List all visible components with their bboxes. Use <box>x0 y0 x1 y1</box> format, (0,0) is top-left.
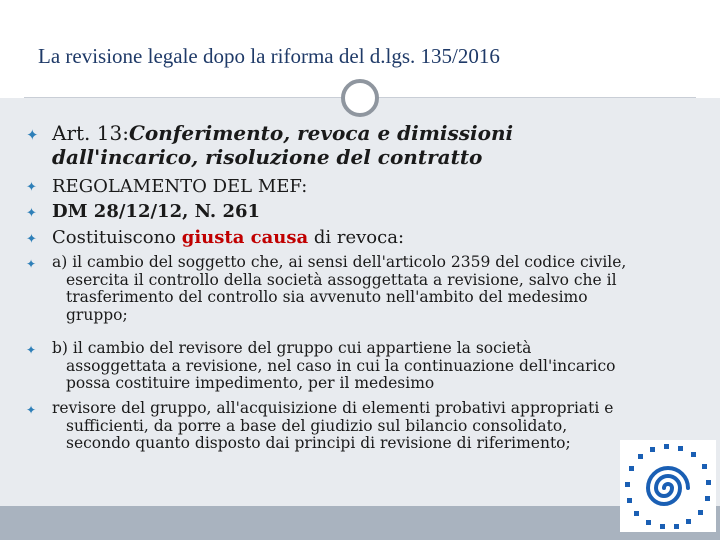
bullet-icon: ✦ <box>26 180 37 195</box>
bullet-dm: DM 28/12/12, N. 261 <box>52 201 261 222</box>
bullet-icon: ✦ <box>26 126 39 144</box>
bullet-b-line: assoggettata a revisione, nel caso in cui la continuazione dell'incarico <box>66 356 616 375</box>
bullet-icon: ✦ <box>26 403 37 417</box>
spiral-logo-icon <box>620 440 716 532</box>
bullet-revisore-line: revisore del gruppo, all'acquisizione di elementi probativi appropriati e <box>52 399 614 417</box>
bullet-article-13 <box>52 121 513 169</box>
article-prefix: Art. 13: <box>52 121 129 145</box>
bullet-a-line: gruppo; <box>66 305 128 324</box>
bullet-a-line: a) il cambio del soggetto che, ai sensi dell'articolo 2359 del codice civile, <box>52 253 627 271</box>
bullet-revisore <box>52 400 613 453</box>
bullet-b <box>52 340 615 393</box>
bullet-revisore-line: secondo quanto disposto dai principi di revisione di riferimento; <box>66 434 571 452</box>
slide-title: La revisione legale dopo la riforma del d.lgs. 135/2016 <box>38 44 500 68</box>
bullet-icon: ✦ <box>26 257 37 271</box>
bullet-a <box>52 254 626 324</box>
bullet-regolamento: REGOLAMENTO DEL MEF: <box>52 176 308 197</box>
bullet-giusta-causa <box>52 227 404 248</box>
giusta-suffix: di revoca: <box>308 227 405 248</box>
bullet-b-line: b) il cambio del revisore del gruppo cui appartiene la società <box>52 339 532 357</box>
bullet-b-line: possa costituire impedimento, per il medesimo <box>66 374 435 392</box>
giusta-prefix: Costituiscono <box>52 227 182 248</box>
article-emphasis: Conferimento, revoca e dimissioni <box>128 121 514 145</box>
bullet-a-line: trasferimento del controllo sia avvenuto nell'ambito del medesimo <box>66 288 588 306</box>
bullet-icon: ✦ <box>26 343 37 357</box>
circle-ornament <box>341 79 379 117</box>
bullet-revisore-line: sufficienti, da porre a base del giudizio sul bilancio consolidato, <box>66 416 568 435</box>
footer-band <box>0 506 720 540</box>
article-line2: dall'incarico, risoluzione del contratto <box>52 145 483 169</box>
bullet-a-line: esercita il controllo della società assoggettata a revisione, salvo che il <box>66 270 617 289</box>
bullet-icon: ✦ <box>26 206 37 221</box>
giusta-highlight: giusta causa <box>181 227 309 248</box>
bullet-icon: ✦ <box>26 232 37 247</box>
